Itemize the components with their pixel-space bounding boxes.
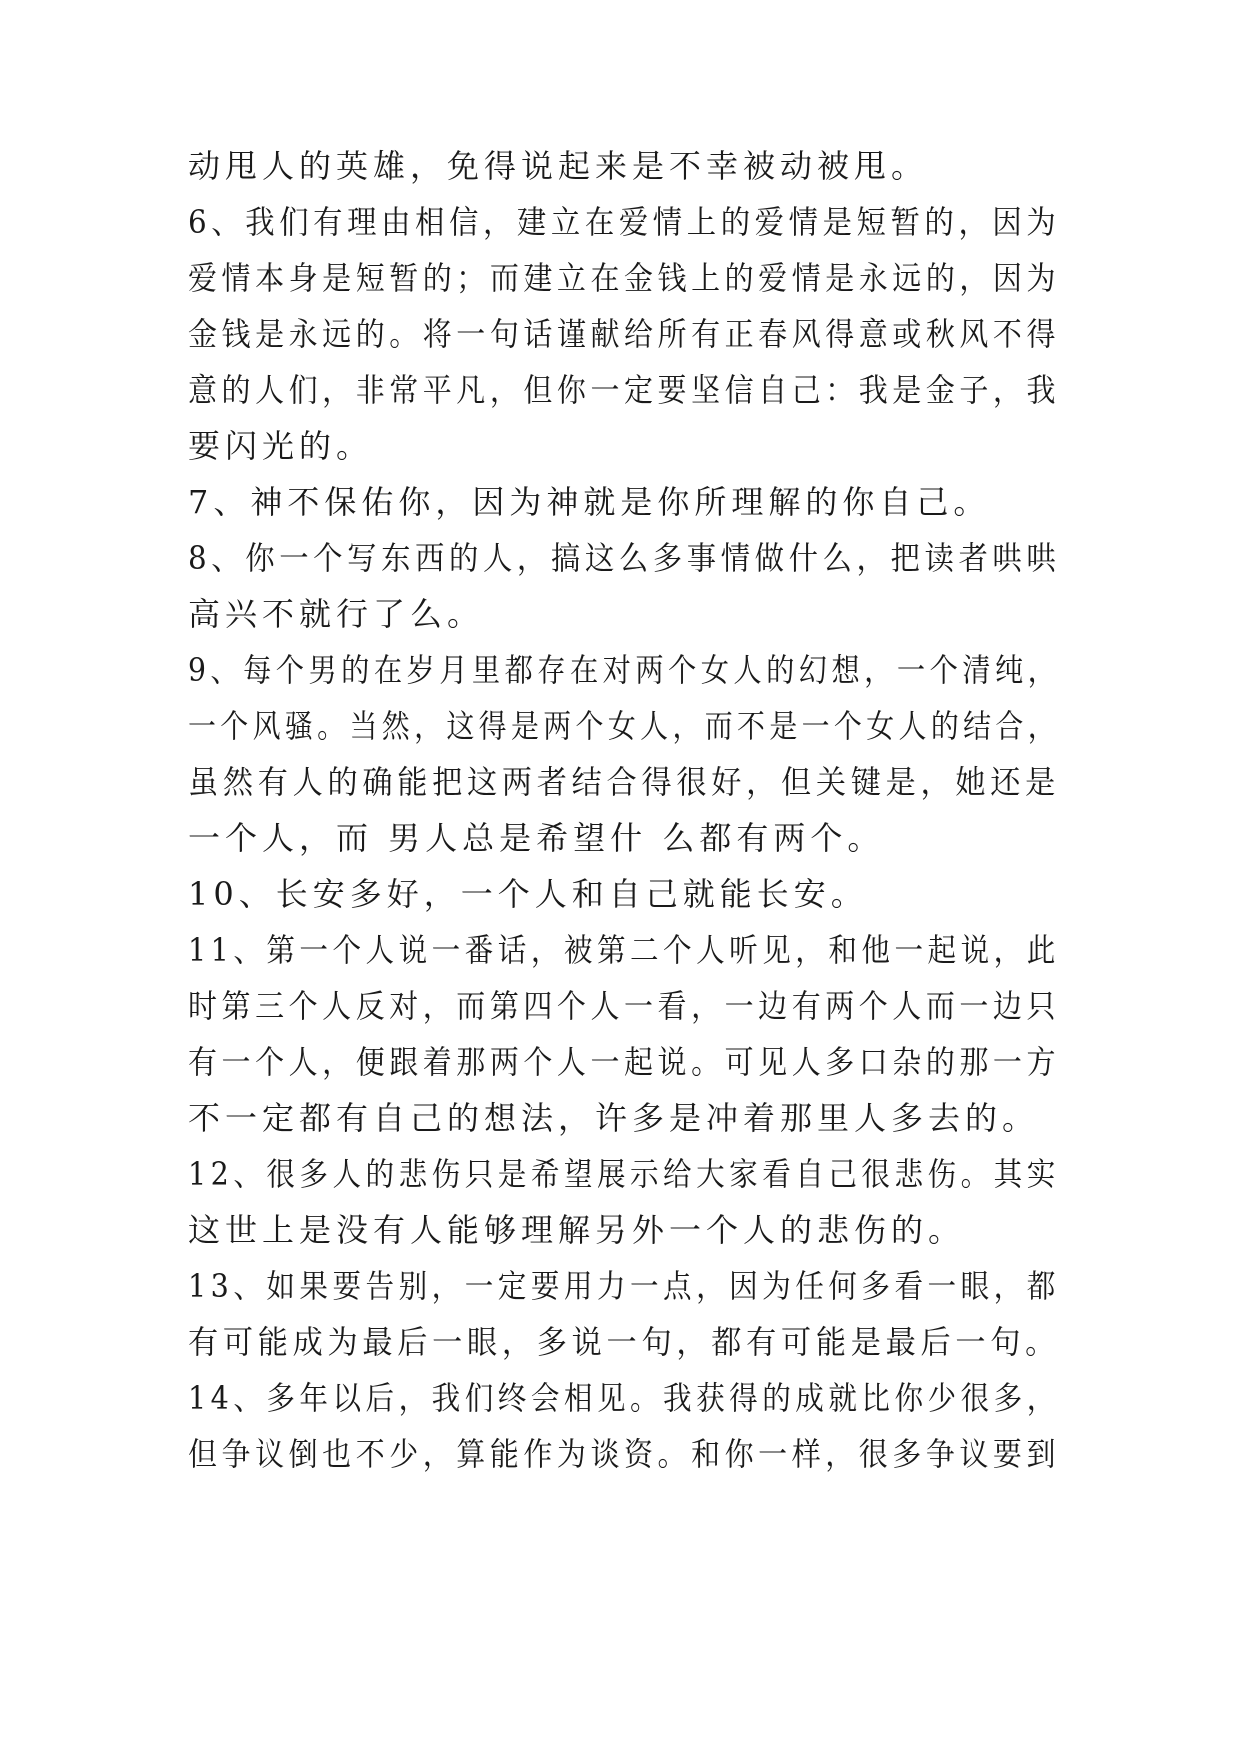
text-line: 有一个人，便跟着那两个人一起说。可见人多口杂的那一方: [188, 1043, 1061, 1081]
text-line: 10、长安多好，一个人和自己就能长安。: [188, 875, 868, 913]
text-line: 金钱是永远的。将一句话谨献给所有正春风得意或秋风不得: [188, 315, 1061, 353]
text-line: 但争议倒也不少，算能作为谈资。和你一样，很多争议要到: [188, 1435, 1061, 1473]
text-line: 爱情本身是短暂的；而建立在金钱上的爱情是永远的，因为: [188, 259, 1061, 297]
text-line: 高兴不就行了么。: [188, 595, 485, 633]
text-line: 7、神不保佑你，因为神就是你所理解的你自己。: [188, 483, 991, 521]
text-line: 12、很多人的悲伤只是希望展示给大家看自己很悲伤。其实: [188, 1155, 1060, 1193]
text-line: 不一定都有自己的想法，许多是冲着那里人多去的。: [188, 1099, 1040, 1137]
text-line: 有可能成为最后一眼，多说一句，都有可能是最后一句。: [188, 1323, 1061, 1361]
text-line: 8、你一个写东西的人，搞这么多事情做什么，把读者哄哄: [188, 539, 1061, 577]
text-line: 14、多年以后，我们终会相见。我获得的成就比你少很多，: [188, 1379, 1060, 1417]
text-line: 13、如果要告别，一定要用力一点，因为任何多看一眼，都: [188, 1267, 1060, 1305]
text-line: 9、每个男的在岁月里都存在对两个女人的幻想，一个清纯，: [188, 651, 1061, 689]
text-line: 一个人，而 男人总是希望什 么都有两个。: [188, 819, 885, 857]
text-line: 虽然有人的确能把这两者结合得很好，但关键是，她还是: [188, 763, 1061, 801]
text-line: 一个风骚。当然，这得是两个女人，而不是一个女人的结合，: [188, 707, 1061, 745]
text-line: 这世上是没有人能够理解另外一个人的悲伤的。: [188, 1211, 966, 1249]
text-line: 11、第一个人说一番话，被第二个人听见，和他一起说，此: [188, 931, 1060, 969]
text-line: 要闪光的。: [188, 427, 374, 465]
text-line: 意的人们，非常平凡，但你一定要坚信自己：我是金子，我: [188, 371, 1061, 409]
text-line: 6、我们有理由相信，建立在爱情上的爱情是短暂的，因为: [188, 203, 1061, 241]
text-line: 时第三个人反对，而第四个人一看，一边有两个人而一边只: [188, 987, 1061, 1025]
text-line: 动甩人的英雄，免得说起来是不幸被动被甩。: [188, 147, 929, 185]
